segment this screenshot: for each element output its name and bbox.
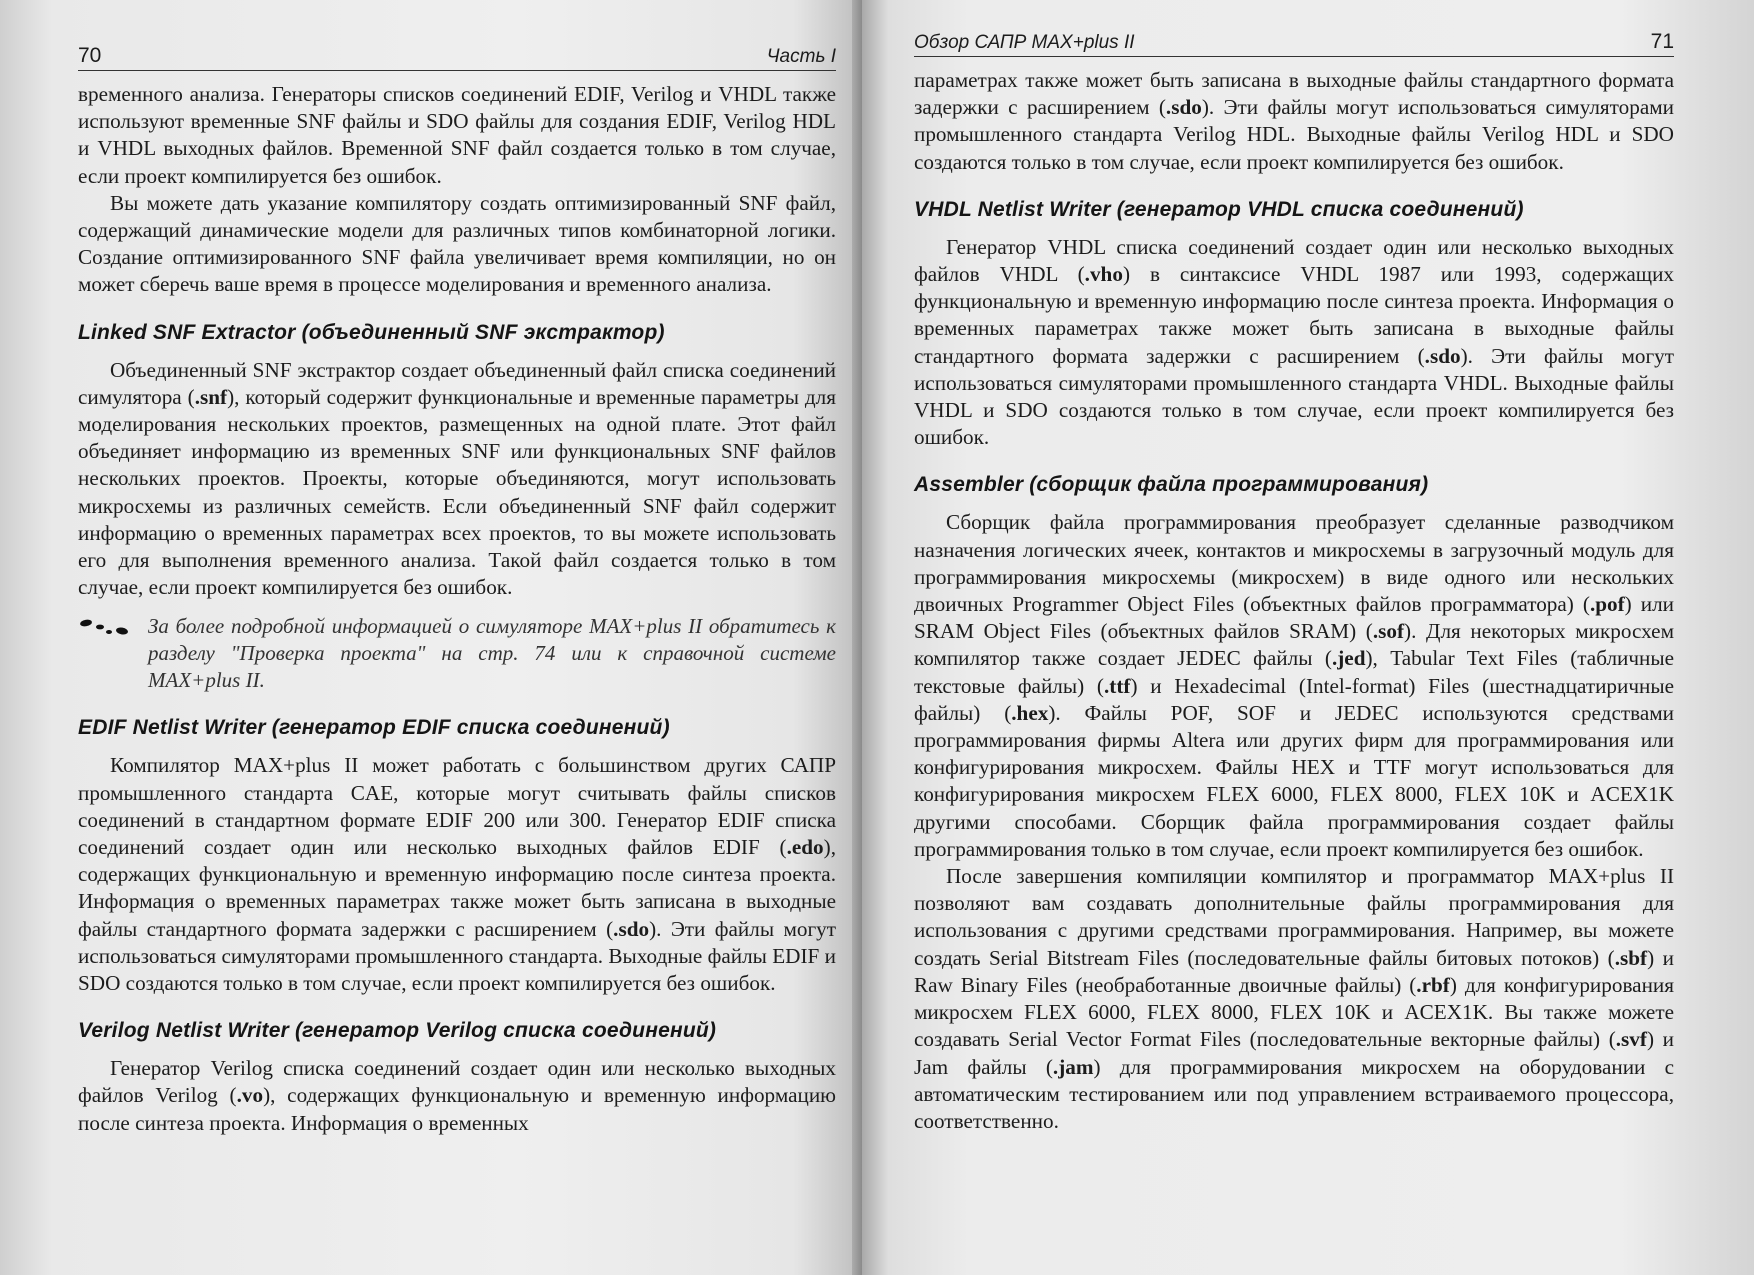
left-running-header <box>78 44 836 71</box>
right-paragraph-2: Генератор VHDL списка соединений создает один или несколько выходных файлов VHDL (.vho) в синтаксисе VHDL 1987 или 1993, содержащих функциональную и временную информацию после синтеза проекта. Информация о временных параметрах также может быть записана в выходные файлы стандартного формата задержки с расширением (.sdo). Эти файлы могут использоваться симуляторами промышленного стандарта VHDL. Выходные файлы VHDL и SDO создаются только в том случае, если проект компилируется без ошибок. <box>914 234 1674 450</box>
right-paragraph-4: После завершения компиляции компилятор и программатор MAX+plus II позволяют вам создавать дополнительные файлы программирования для использования с другими средствами программирования. Например, вы можете создать Serial Bitstream Files (последовательные файлы битовых потоков) (.sbf) и Raw Binary Files (необработанные двоичные файлы) (.rbf) для конфигурирования микросхем FLEX 6000, FLEX 8000, FLEX 10K и ACEX1K. Вы также можете создавать Serial Vector Format Files (последовательные векторные файлы) (.svf) и Jam файлы (.jam) для программирования микросхем на оборудовании с автоматическим тестированием или под управлением встраиваемого процессора, соответственно. <box>914 864 1674 1133</box>
left-running-title: Часть I <box>766 46 836 67</box>
left-paragraph-2: Вы можете дать указание компилятору создать оптимизированный SNF файл, содержащий динамические модели для различных типов комбинаторной логики. Создание оптимизированного SNF файла увеличивает время компиляции, но он может сберечь ваше время в процессе моделирования и временного анализа. <box>78 190 836 297</box>
left-paragraph-3: Объединенный SNF экстрактор создает объединенный файл списка соединений симулятора (.snf), который содержит функциональные и временные параметры для моделирования нескольких проектов, размещенных на одной плате. Этот файл объединяет информацию из временных SNF или функциональных SNF файлов нескольких проектов. Проекты, которые объединяются, могут использовать микросхемы из различных семейств. Если объединенный SNF файл содержит информацию о временных параметрах всех проектов, то вы можете использовать его для выполнения временного анализа. Такой файл создается только в том случае, если проект компилируется без ошибок. <box>78 357 836 600</box>
heading-linked-snf: Linked SNF Extractor (объединенный SNF экстрактор) <box>78 320 665 344</box>
left-paragraph-5: Генератор Verilog списка соединений создает один или несколько выходных файлов Verilog (.vo), содержащих функциональную и временную информацию после синтеза проекта. Информация о временных <box>78 1056 836 1135</box>
left-page-number: 70 <box>78 44 102 67</box>
heading-verilog-writer: Verilog Netlist Writer (генератор Verilog списка соединений) <box>78 1019 717 1043</box>
right-page <box>862 0 1754 1275</box>
reference-note <box>78 613 836 694</box>
heading-edif-writer: EDIF Netlist Writer (генератор EDIF списка соединений) <box>78 716 670 740</box>
right-paragraph-3: Сборщик файла программирования преобразует сделанные разводчиком назначения логических ячеек, контактов и микросхемы в загрузочный модуль для программирования микросхемы (микросхем) в виде одного или нескольких двоичных Programmer Object Files (объектных файлов программатора) (.pof) или SRAM Object Files (объектных файлов SRAM) (.sof). Для некоторых микросхем компилятор также создает JEDEC файлы (.jed), Tabular Text Files (табличные текстовые файлы) (.ttf) и Hexadecimal (Intel-format) Files (шестнадцатиричные файлы) (.hex). Файлы POF, SOF и JEDEC используются средствами программирования фирмы Altera или других фирм для программирования или конфигурирования микросхем. Файлы HEX и TTF могут использоваться для конфигурирования микросхем FLEX 6000, FLEX 8000, FLEX 10K и ACEX1K другими способами. Сборщик файла программирования создает файлы программирования только в том случае, если проект компилируется без ошибок. <box>914 510 1675 861</box>
left-paragraph-4: Компилятор MAX+plus II может работать с большинством других САПР промышленного стандарта CAE, которые могут считывать файлы списков соединений в стандартном формате EDIF 200 или 300. Генератор EDIF списка соединений создает один или несколько выходных файлов EDIF (.edo), содержащих функциональную и временную информацию после синтеза проекта. Информация о временных параметрах также может быть записана в выходные файлы стандартного формата задержки с расширением (.sdo). Эти файлы могут использоваться симуляторами промышленного стандарта. Выходные файлы EDIF и SDO создаются только в том случае, если проект компилируется без ошибок. <box>78 753 836 996</box>
heading-vhdl-writer: VHDL Netlist Writer (генератор VHDL списка соединений) <box>914 197 1524 221</box>
right-paragraph-1: параметрах также может быть записана в выходные файлы стандартного формата задержки с расширением (.sdo). Эти файлы могут использоваться симуляторами промышленного стандарта Verilog HDL. Выходные файлы Verilog HDL и SDO создаются только в том случае, если проект компилируется без ошибок. <box>914 68 1674 174</box>
left-page <box>0 0 862 1275</box>
right-running-header <box>914 30 1674 57</box>
left-paragraph-1: временного анализа. Генераторы списков соединений EDIF, Verilog и VHDL также используют временные SNF файлы и SDO файлы для создания EDIF, Verilog HDL и VHDL выходных файлов. Временной SNF файл создается только в том случае, если проект компилируется без ошибок. <box>78 82 836 188</box>
right-running-title: Обзор САПР MAX+plus II <box>914 32 1135 53</box>
heading-assembler: Assembler (сборщик файла программирования) <box>914 473 1429 497</box>
note-text: За более подробной информацией о симуляторе MAX+plus II обратитесь к разделу "Проверка проекта" на стр. 74 или к справочной системе MAX+plus II. <box>148 614 836 693</box>
footprints-icon <box>78 613 148 644</box>
right-page-number: 71 <box>1650 30 1674 53</box>
